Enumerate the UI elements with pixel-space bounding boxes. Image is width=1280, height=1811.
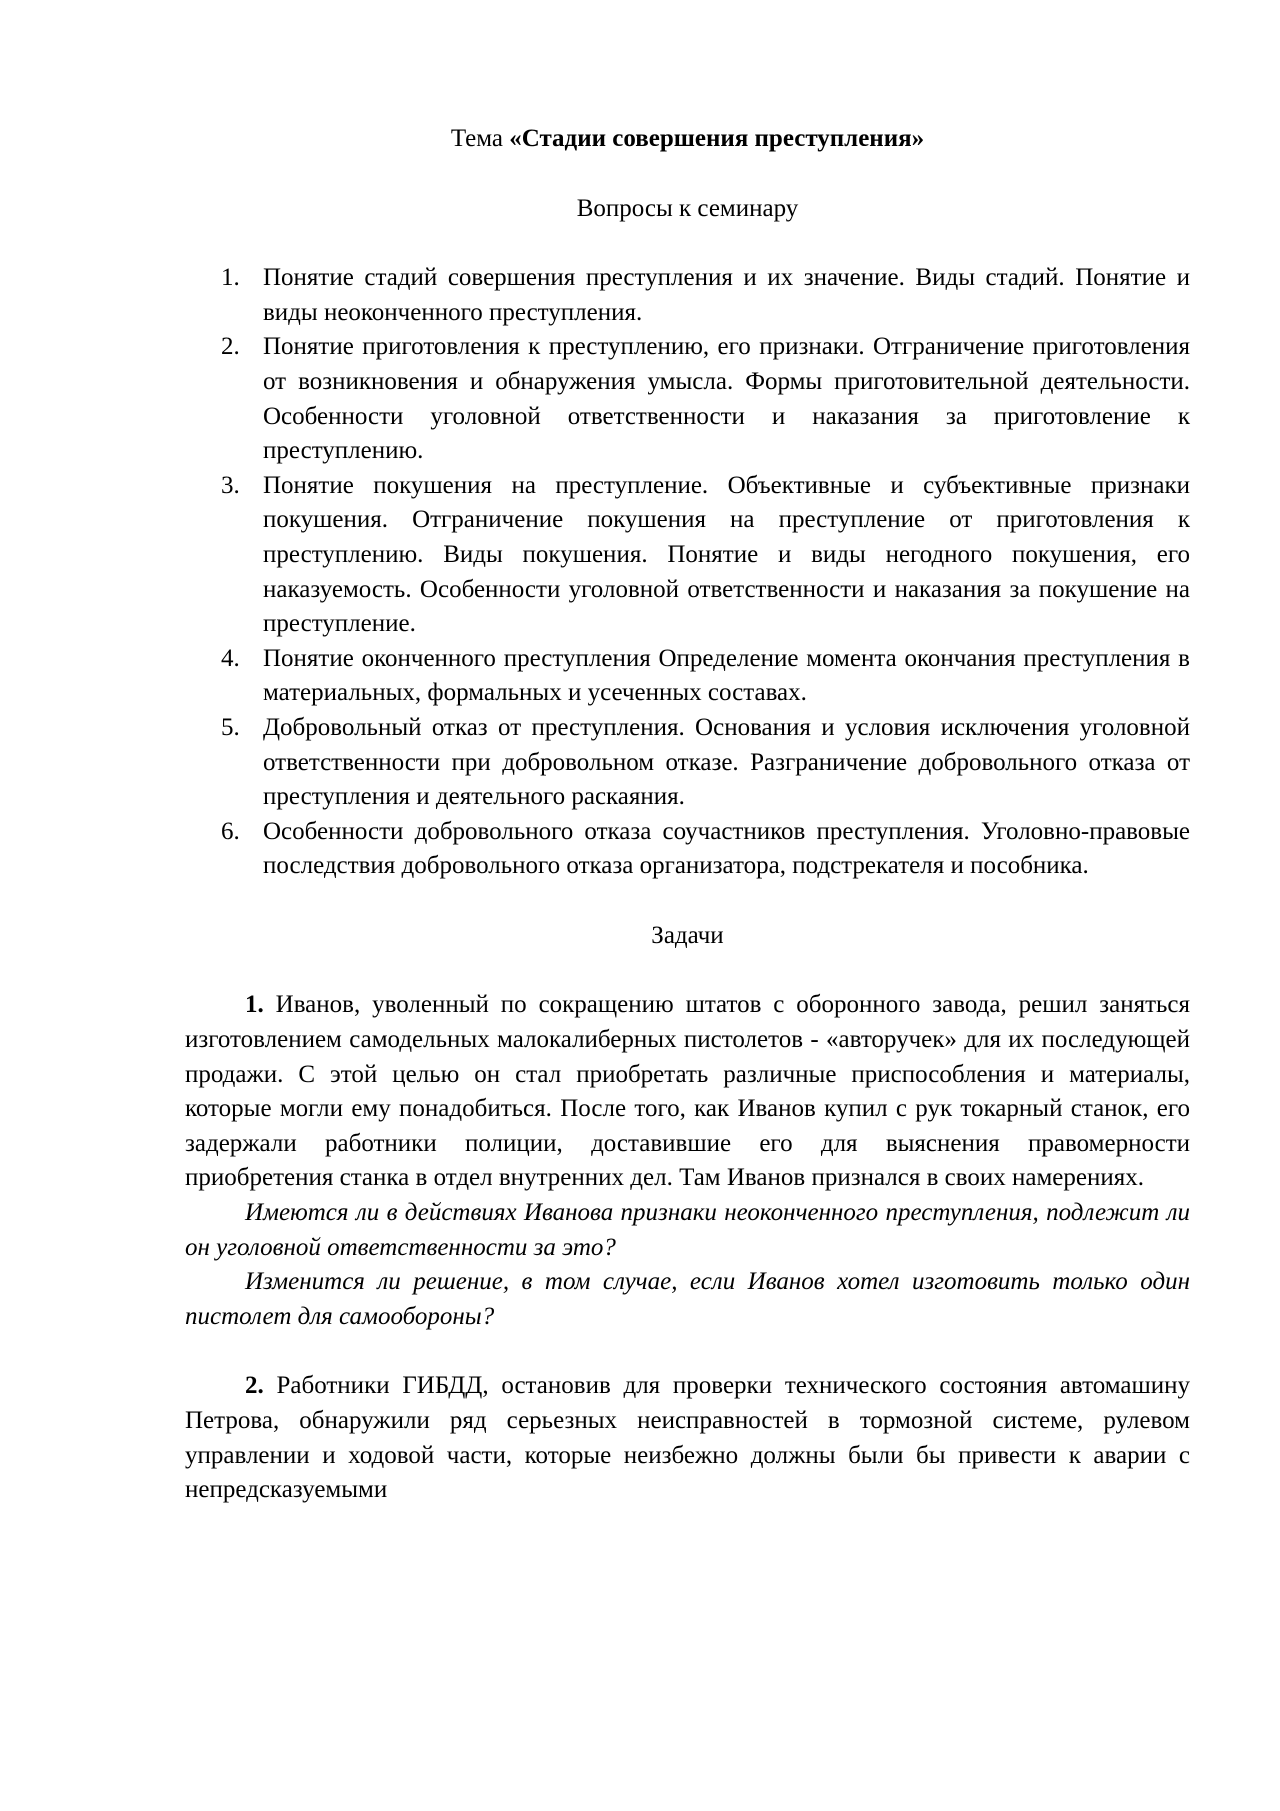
task-question: Имеются ли в действиях Иванова признаки неоконченного преступления, подлежит ли он уголовной ответственности за это? [185, 1199, 1190, 1261]
question-number: 2. [221, 333, 240, 361]
question-number: 5. [221, 713, 240, 741]
task-number: 1. [245, 991, 264, 1019]
document-title [185, 122, 1190, 157]
question-text: Понятие оконченного преступления Определение момента окончания преступления в материальных, формальных и усеченных составах. [263, 644, 1190, 707]
task-question: Изменится ли решение, в том случае, если Иванов хотел изготовить только один пистолет для самообороны? [185, 1268, 1190, 1330]
question-text: Особенности добровольного отказа соучастников преступления. Уголовно-правовые последствия добровольного отказа организатора, подстрекателя и пособника. [263, 817, 1190, 880]
question-item [185, 642, 1190, 711]
document-page [185, 122, 1190, 1508]
task-body [185, 1369, 1190, 1507]
question-number: 3. [221, 471, 240, 499]
task-text: Иванов, уволенный по сокращению штатов с оборонного завода, решил заняться изготовлением самодельных малокалиберных пистолетов - «авторучек» для их последующей продажи. С этой целью он стал приобретать различные приспособления и материалы, которые могли ему понадобиться. После того, как Иванов купил с рук токарный станок, его задержали работники полиции, доставившие его для выяснения правомерности приобретения станка в отдел внутренних дел. Там Иванов признался в своих намерениях. [185, 991, 1190, 1192]
question-text: Понятие покушения на преступление. Объективные и субъективные признаки покушения. Отграничение покушения на преступление от приготовления к преступлению. Виды покушения. Понятие и виды негодного покушения, его наказуемость. Особенности уголовной ответственности и наказания за покушение на преступление. [263, 471, 1190, 638]
question-item [185, 815, 1190, 884]
task-body [185, 988, 1190, 1196]
question-item [185, 330, 1190, 468]
seminar-questions-heading: Вопросы к семинару [576, 194, 799, 222]
question-number: 4. [221, 644, 240, 672]
tasks-heading: Задачи [651, 921, 724, 949]
question-item [185, 261, 1190, 330]
question-text: Понятие стадий совершения преступления и их значение. Виды стадий. Понятие и виды неоконченного преступления. [263, 264, 1190, 326]
title-topic: «Стадии совершения преступления» [509, 125, 925, 152]
question-number: 6. [221, 817, 240, 845]
question-text: Добровольный отказ от преступления. Основания и условия исключения уголовной ответственности при добровольном отказе. Разграничение добровольного отказа от преступления и деятельного раскаяния. [263, 713, 1190, 811]
title-prefix: Тема [450, 125, 510, 152]
questions-list [185, 261, 1190, 884]
task-text: Работники ГИБДД, остановив для проверки технического состояния автомашину Петрова, обнаружили ряд серьезных неисправностей в тормозной системе, рулевом управлении и ходовой части, которые неизбежно должны были бы привести к аварии с непредсказуемыми [185, 1372, 1190, 1504]
question-item [185, 711, 1190, 815]
question-text: Понятие приготовления к преступлению, его признаки. Отграничение приготовления от возникновения и обнаружения умысла. Формы приготовительной деятельности. Особенности уголовной ответственности и наказания за приготовление к преступлению. [263, 333, 1190, 465]
task-number: 2. [245, 1372, 264, 1400]
question-item [185, 469, 1190, 642]
question-number: 1. [221, 264, 240, 292]
task-1 [185, 988, 1190, 1334]
task-2 [185, 1369, 1190, 1507]
